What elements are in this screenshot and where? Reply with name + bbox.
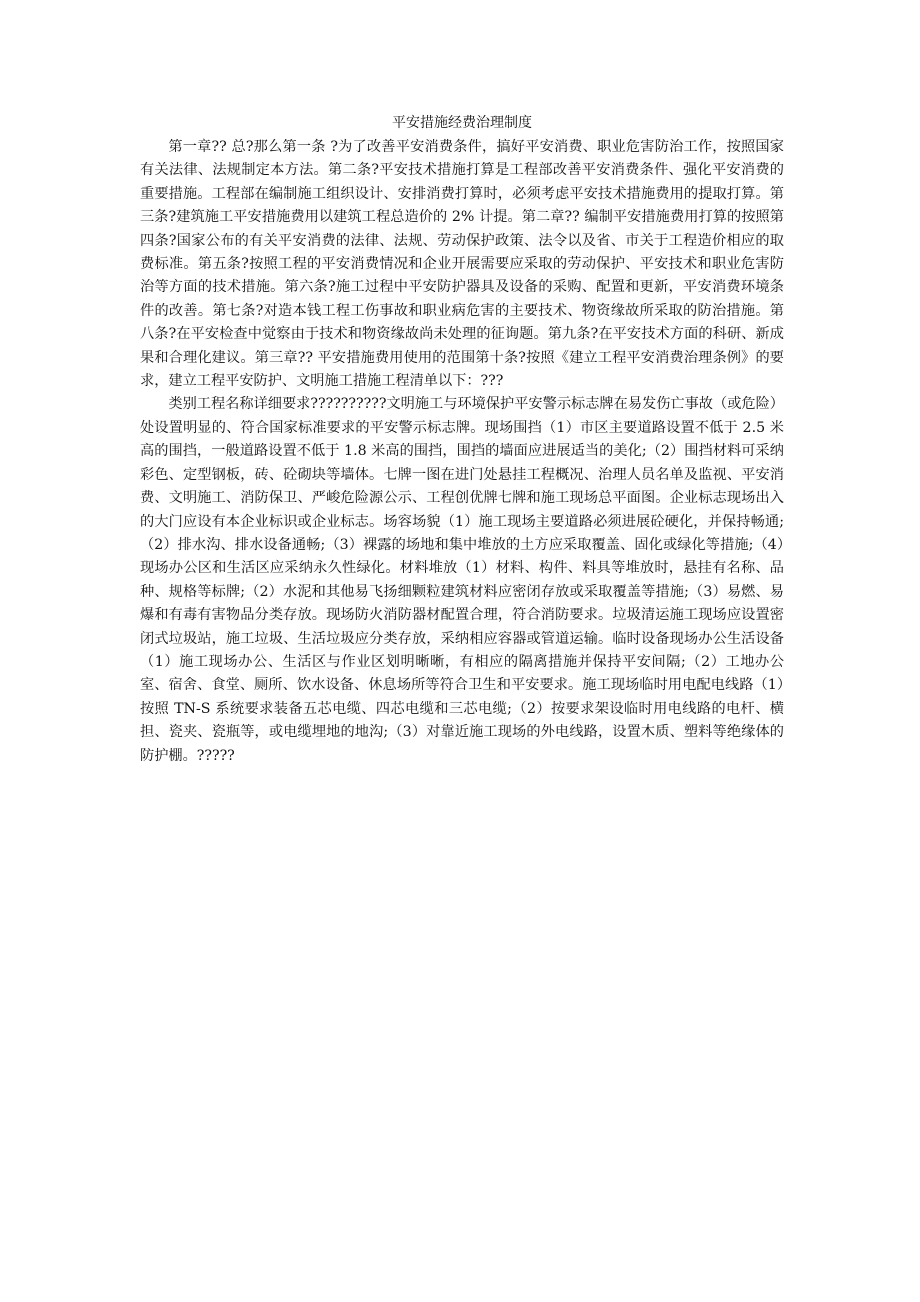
paragraph-chapters: 第一章?? 总?那么第一条 ?为了改善平安消费条件，搞好平安消费、职业危害防治工作，按照国家有关法律、法规制定本方法。第二条?平安技术措施打算是工程部改善平安消费条件、强化平安消费的重要措施。工程部在编制施工组织设计、安排消费打算时，必须考虑平安技术措施费用的提取打算。第三条?建筑施工平安措施费用以建筑工程总造价的 2% 计提。第二章?? 编制平安措施费用打算的按照第四条?国家公布的有关平安消费的法律、法规、劳动保护政策、法令以及省、市关于工程造价相应的取费标准。第五条?按照工程的平安消费情况和企业开展需要应采取的劳动保护、平安技术和职业危害防治等方面的技术措施。第六条?施工过程中平安防护器具及设备的采购、配置和更新，平安消费环境条件的改善。第七条?对造本钱工程工伤事故和职业病危害的主要技术、物资缘故所采取的防治措施。第八条?在平安检查中觉察由于技术和物资缘故尚未处理的征询题。第九条?在平安技术方面的科研、新成果和合理化建议。第三章?? 平安措施费用使用的范围第十条?按照《建立工程平安消费治理条例》的要求，建立工程平安防护、文明施工措施工程清单以下：???: [140, 139, 784, 390]
document-title: 平安措施经费治理制度: [392, 115, 532, 131]
document-page: [140, 112, 784, 768]
paragraph-measures-list: 类别工程名称详细要求??????????文明施工与环境保护平安警示标志牌在易发伤亡事故（或危险）处设置明显的、符合国家标准要求的平安警示标志牌。现场围挡（1）市区主要道路设置不低于 2.5 米高的围挡，一般道路设置不低于 1.8 米高的围挡，围挡的墙面应进展适当的美化;（2）围挡材料可采纳彩色、定型钢板，砖、砼砌块等墙体。七牌一图在进门处悬挂工程概况、治理人员名单及监视、平安消费、文明施工、消防保卫、严峻危险源公示、工程创优牌七牌和施工现场总平面图。企业标志现场出入的大门应设有本企业标识或企业标志。场容场貌（1）施工现场主要道路必须进展砼硬化，并保持畅通;（2）排水沟、排水设备通畅;（3）裸露的场地和集中堆放的土方应采取覆盖、固化或绿化等措施;（4）现场办公区和生活区应采纳永久性绿化。材料堆放（1）材料、构件、料具等堆放时，悬挂有名称、品种、规格等标牌;（2）水泥和其他易飞扬细颗粒建筑材料应密闭存放或采取覆盖等措施;（3）易燃、易爆和有毒有害物品分类存放。现场防火消防器材配置合理，符合消防要求。垃圾清运施工现场应设置密闭式垃圾站，施工垃圾、生活垃圾应分类存放，采纳相应容器或管道运输。临时设备现场办公生活设备（1）施工现场办公、生活区与作业区划明晰晰，有相应的隔离措施并保持平安间隔;（2）工地办公室、宿舍、食堂、厕所、饮水设备、休息场所等符合卫生和平安要求。施工现场临时用电配电线路（1）按照 TN-S 系统要求装备五芯电缆、四芯电缆和三芯电缆;（2）按要求架设临时用电线路的电杆、横担、瓷夹、瓷瓶等，或电缆埋地的地沟;（3）对靠近施工现场的外电线路，设置木质、塑料等绝缘体的防护棚。?????: [140, 396, 784, 764]
